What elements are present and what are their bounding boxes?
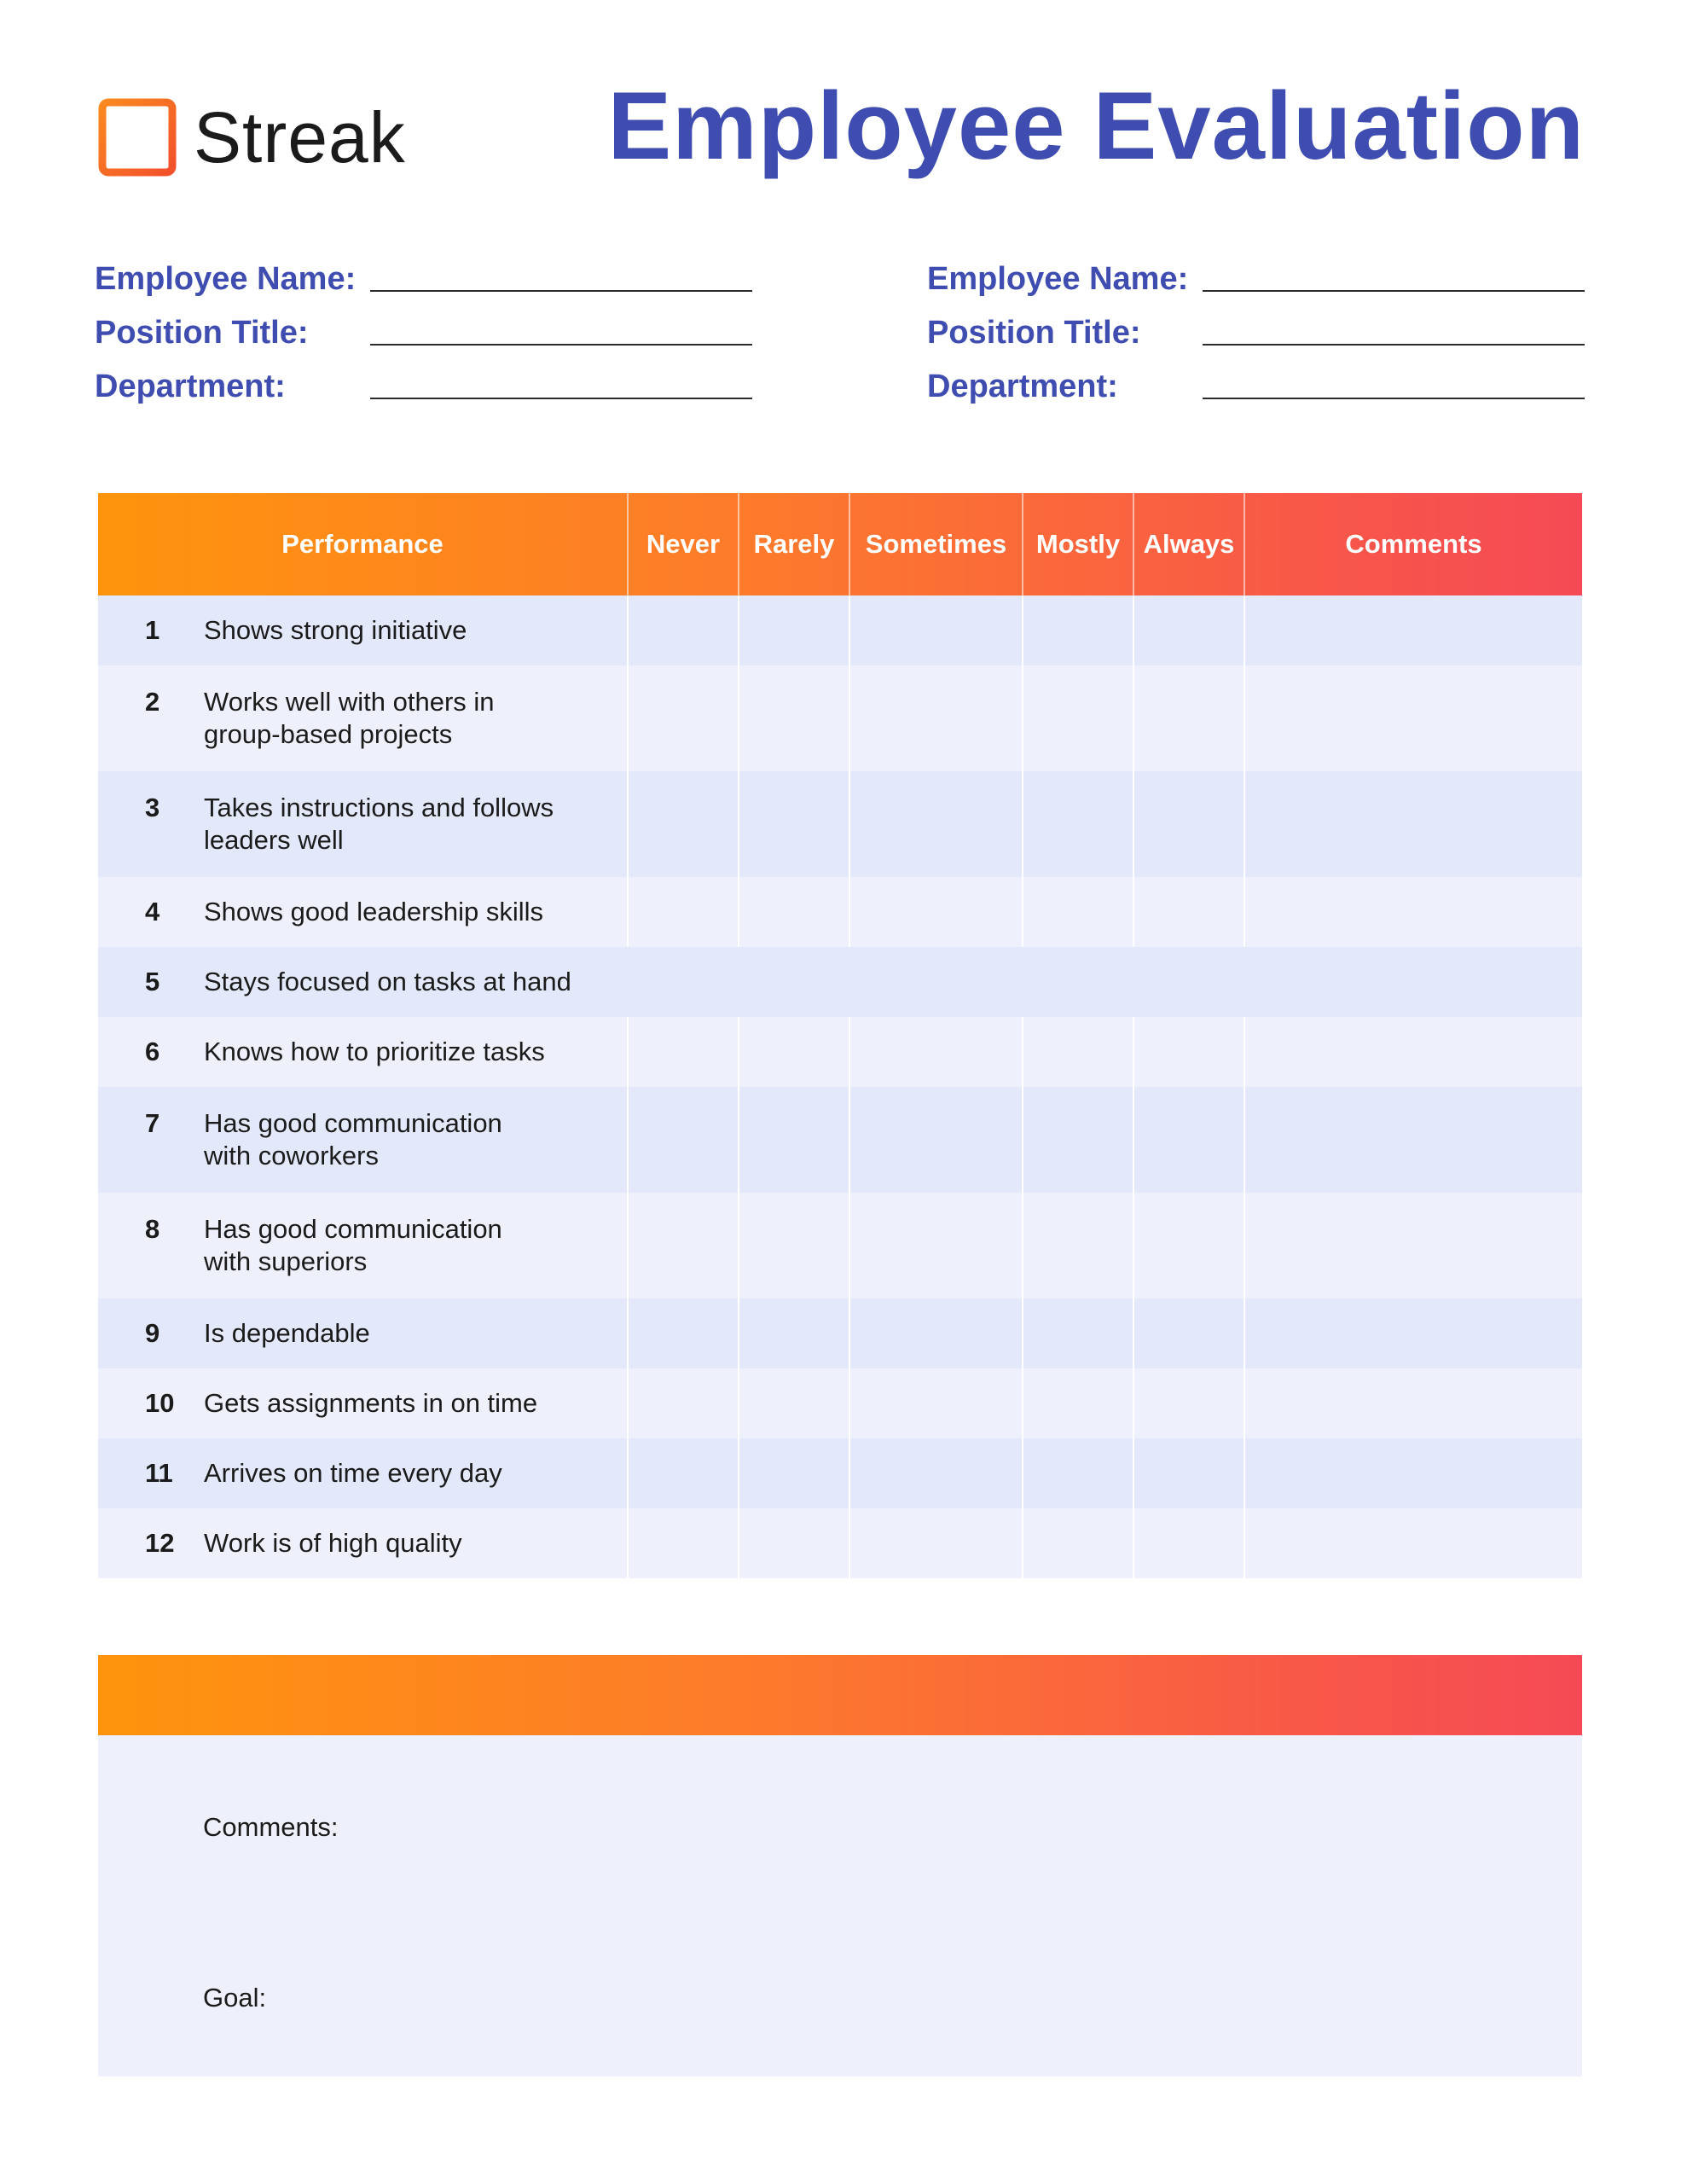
comment-cell[interactable]: [1244, 1017, 1582, 1087]
criterion-number: 8: [145, 1214, 160, 1244]
rating-rarely-cell[interactable]: [739, 1017, 849, 1087]
criterion-cell: [98, 1368, 628, 1438]
position-title-line[interactable]: [370, 344, 752, 346]
table-header: [98, 493, 1582, 595]
rating-never-cell[interactable]: [628, 771, 739, 877]
summary-panel: [98, 1735, 1582, 2077]
rating-never-cell[interactable]: [628, 1508, 739, 1578]
rating-always-cell[interactable]: [1133, 1368, 1244, 1438]
rating-rarely-cell[interactable]: [739, 1298, 849, 1368]
criterion-cell: [98, 1193, 628, 1298]
table-row: [98, 1438, 1582, 1508]
criterion-text: Has good communication with superiors: [204, 1214, 502, 1276]
table-row: [98, 1508, 1582, 1578]
info-row-employee-name: [95, 256, 760, 310]
rating-never-cell[interactable]: [628, 1298, 739, 1368]
criterion-cell: [98, 877, 628, 947]
rating-always-cell[interactable]: [1133, 1193, 1244, 1298]
rating-always-cell[interactable]: [1133, 665, 1244, 771]
table-row: [98, 1087, 1582, 1193]
employee-name-line[interactable]: [370, 290, 752, 292]
table-row: [98, 665, 1582, 771]
rating-always-cell[interactable]: [1133, 1017, 1244, 1087]
criterion-cell: [98, 1087, 628, 1193]
header-rarely: Rarely: [739, 493, 849, 595]
table-row: [98, 1368, 1582, 1438]
criterion-text: Gets assignments in on time: [204, 1388, 538, 1418]
rating-sometimes-cell[interactable]: [849, 595, 1023, 665]
rating-rarely-cell[interactable]: [739, 665, 849, 771]
criterion-number: 10: [145, 1388, 175, 1418]
criterion-cell: [98, 1438, 628, 1508]
rating-mostly-cell[interactable]: [1023, 947, 1133, 1017]
rating-mostly-cell[interactable]: [1023, 595, 1133, 665]
position-title-label: Position Title:: [95, 315, 309, 351]
info-row-employee-name: [927, 256, 1592, 310]
employee-name-line[interactable]: [1203, 290, 1585, 292]
rating-always-cell[interactable]: [1133, 947, 1244, 1017]
criterion-cell: [98, 1017, 628, 1087]
rating-always-cell[interactable]: [1133, 595, 1244, 665]
table-row: [98, 877, 1582, 947]
table-row: [98, 947, 1582, 1017]
criterion-text: Arrives on time every day: [204, 1458, 502, 1488]
department-line[interactable]: [1203, 398, 1585, 399]
criterion-number: 1: [145, 615, 160, 645]
rating-sometimes-cell[interactable]: [849, 1017, 1023, 1087]
comment-cell[interactable]: [1244, 877, 1582, 947]
comment-cell[interactable]: [1244, 947, 1582, 1017]
criterion-cell: [98, 1508, 628, 1578]
table-row: [98, 1017, 1582, 1087]
table-row: [98, 1298, 1582, 1368]
info-row-department: [927, 363, 1592, 417]
header-comments: Comments: [1345, 529, 1482, 559]
rating-sometimes-cell[interactable]: [849, 771, 1023, 877]
rating-never-cell[interactable]: [628, 1017, 739, 1087]
rating-always-cell[interactable]: [1133, 877, 1244, 947]
rating-sometimes-cell[interactable]: [849, 1438, 1023, 1508]
rating-sometimes-cell[interactable]: [849, 1193, 1023, 1298]
brand-name: Streak: [194, 97, 406, 177]
criterion-cell: [98, 595, 628, 665]
table-row: [98, 771, 1582, 877]
department-label: Department:: [95, 369, 286, 404]
evaluation-table: [98, 493, 1582, 1578]
rating-rarely-cell[interactable]: [739, 1508, 849, 1578]
table-row: [98, 595, 1582, 665]
criterion-number: 3: [145, 793, 160, 822]
rating-rarely-cell[interactable]: [739, 1368, 849, 1438]
streak-grid-icon: [98, 98, 177, 177]
rating-never-cell[interactable]: [628, 1368, 739, 1438]
rating-sometimes-cell[interactable]: [849, 947, 1023, 1017]
department-label: Department:: [927, 369, 1118, 404]
rating-mostly-cell[interactable]: [1023, 1508, 1133, 1578]
header-sometimes: Sometimes: [849, 493, 1023, 595]
criterion-text: Shows strong initiative: [204, 615, 467, 645]
header-always: Always: [1133, 493, 1244, 595]
rating-mostly-cell[interactable]: [1023, 877, 1133, 947]
rating-mostly-cell[interactable]: [1023, 665, 1133, 771]
criterion-text: Knows how to prioritize tasks: [204, 1037, 545, 1066]
info-row-position-title: [95, 310, 760, 363]
rating-sometimes-cell[interactable]: [849, 877, 1023, 947]
info-fields-right: [927, 256, 1592, 417]
comment-cell[interactable]: [1244, 1193, 1582, 1298]
table-row: [98, 1193, 1582, 1298]
comment-cell[interactable]: [1244, 1087, 1582, 1193]
rating-always-cell[interactable]: [1133, 1298, 1244, 1368]
rating-always-cell[interactable]: [1133, 1438, 1244, 1508]
rating-mostly-cell[interactable]: [1023, 1193, 1133, 1298]
rating-mostly-cell[interactable]: [1023, 1017, 1133, 1087]
criterion-number: 9: [145, 1318, 160, 1348]
criterion-text: Takes instructions and follows leaders well: [204, 793, 554, 855]
brand-logo: [98, 98, 406, 177]
rating-never-cell[interactable]: [628, 665, 739, 771]
goal-label: Goal:: [203, 1983, 267, 2013]
criterion-text: Is dependable: [204, 1318, 370, 1348]
rating-rarely-cell[interactable]: [739, 947, 849, 1017]
rating-never-cell[interactable]: [628, 1193, 739, 1298]
rating-always-cell[interactable]: [1133, 1508, 1244, 1578]
criterion-cell: [98, 947, 628, 1017]
comments-label: Comments:: [203, 1812, 339, 1842]
rating-never-cell[interactable]: [628, 947, 739, 1017]
rating-mostly-cell[interactable]: [1023, 1087, 1133, 1193]
employee-name-label: Employee Name:: [927, 261, 1189, 297]
rating-always-cell[interactable]: [1133, 771, 1244, 877]
criterion-cell: [98, 665, 628, 771]
header-mostly: Mostly: [1023, 493, 1133, 595]
comment-cell[interactable]: [1244, 595, 1582, 665]
rating-never-cell[interactable]: [628, 1087, 739, 1193]
department-line[interactable]: [370, 398, 752, 399]
criterion-text: Works well with others in group-based projects: [204, 687, 495, 749]
criterion-number: 2: [145, 687, 160, 717]
criterion-text: Shows good leadership skills: [204, 897, 544, 926]
info-fields-left: [95, 256, 760, 417]
rating-rarely-cell[interactable]: [739, 1438, 849, 1508]
rating-never-cell[interactable]: [628, 877, 739, 947]
criterion-cell: [98, 1298, 628, 1368]
position-title-label: Position Title:: [927, 315, 1141, 351]
comment-cell[interactable]: [1244, 665, 1582, 771]
criterion-text: Work is of high quality: [204, 1528, 462, 1558]
rating-mostly-cell[interactable]: [1023, 1368, 1133, 1438]
criterion-cell: [98, 771, 628, 877]
rating-mostly-cell[interactable]: [1023, 1298, 1133, 1368]
info-row-position-title: [927, 310, 1592, 363]
comment-cell[interactable]: [1244, 1508, 1582, 1578]
header-performance: Performance: [98, 493, 628, 595]
info-row-department: [95, 363, 760, 417]
criterion-number: 11: [145, 1458, 173, 1488]
rating-rarely-cell[interactable]: [739, 595, 849, 665]
rating-sometimes-cell[interactable]: [849, 665, 1023, 771]
criterion-number: 4: [145, 897, 160, 926]
rating-sometimes-cell[interactable]: [849, 1508, 1023, 1578]
page-title: Employee Evaluation: [607, 73, 1585, 179]
criterion-number: 5: [145, 967, 160, 996]
criterion-text: Has good communication with coworkers: [204, 1108, 502, 1170]
summary-header-band: [98, 1655, 1582, 1735]
position-title-line[interactable]: [1203, 344, 1585, 346]
rating-sometimes-cell[interactable]: [849, 1298, 1023, 1368]
comment-cell[interactable]: [1244, 1298, 1582, 1368]
comment-cell[interactable]: [1244, 1438, 1582, 1508]
rating-mostly-cell[interactable]: [1023, 1438, 1133, 1508]
rating-rarely-cell[interactable]: [739, 1193, 849, 1298]
comment-cell[interactable]: [1244, 1368, 1582, 1438]
comment-cell[interactable]: [1244, 771, 1582, 877]
rating-rarely-cell[interactable]: [739, 1087, 849, 1193]
rating-never-cell[interactable]: [628, 1438, 739, 1508]
rating-mostly-cell[interactable]: [1023, 771, 1133, 877]
criterion-number: 12: [145, 1528, 175, 1558]
rating-sometimes-cell[interactable]: [849, 1087, 1023, 1193]
header-never: Never: [628, 493, 739, 595]
rating-always-cell[interactable]: [1133, 1087, 1244, 1193]
rating-rarely-cell[interactable]: [739, 877, 849, 947]
employee-name-label: Employee Name:: [95, 261, 357, 297]
rating-sometimes-cell[interactable]: [849, 1368, 1023, 1438]
criterion-text: Stays focused on tasks at hand: [204, 967, 571, 996]
rating-rarely-cell[interactable]: [739, 771, 849, 877]
rating-never-cell[interactable]: [628, 595, 739, 665]
criterion-number: 7: [145, 1108, 160, 1138]
criterion-number: 6: [145, 1037, 160, 1066]
